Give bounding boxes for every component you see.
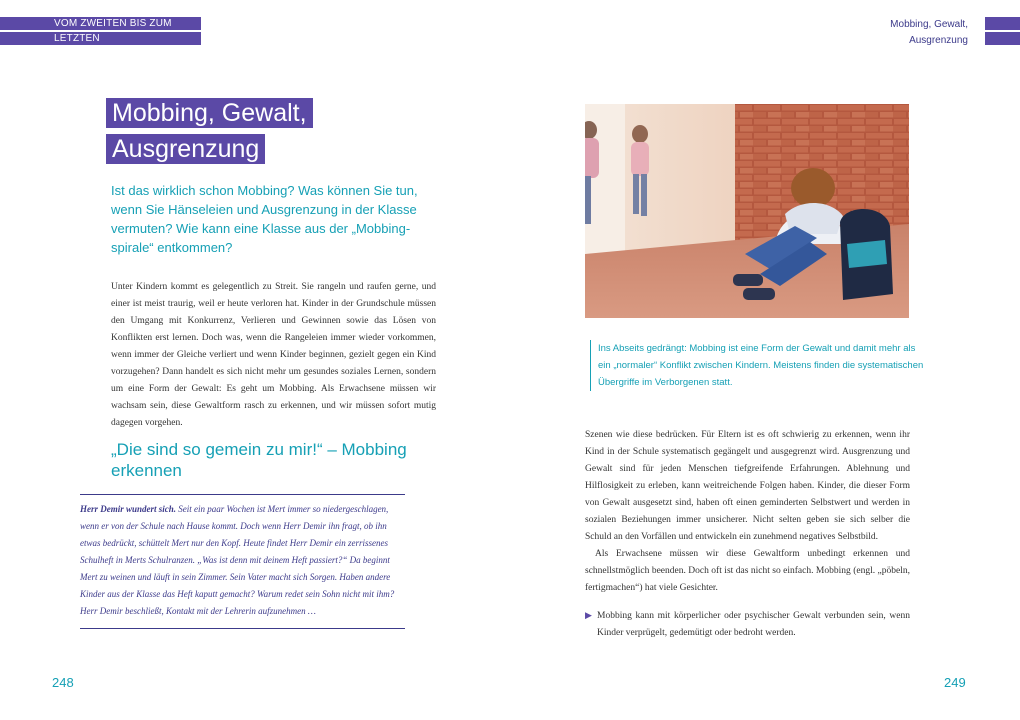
- right-body-text: [585, 427, 910, 597]
- photo-illustration: [585, 104, 909, 318]
- example-lead: Herr Demir wundert sich.: [80, 504, 177, 514]
- running-head-left-2: LETZTEN GRUNDSCHULJAHR: [54, 33, 154, 57]
- running-head-right: [890, 17, 968, 49]
- right-paragraph-1: Szenen wie diese bedrücken. Für Eltern ist es oft schwierig zu erkennen, wenn ihr Kind in der Schule systematisch gegängelt und ausgegrenzt wird. Ausgrenzung und Gewalt sind für jeden Menschen tiefgreifende Erfahrungen. Ablehnung und Hilflosigkeit zu erleben, kann weitreichende Folgen haben. Kinder, die dieser Form von Gewalt ausgesetzt sind, haben oft einen geminderten Selbstwert und werden in sozialen Beziehungen immer unsicherer. Nicht selten geben sie sich selber die Schuld an den Vorfällen und entwickeln ein zunehmend negatives Selbstbild.: [585, 430, 910, 542]
- page-number-right: 249: [944, 675, 966, 690]
- photo-caption: Ins Abseits gedrängt: Mobbing ist eine Form der Gewalt und damit mehr als ein „normaler“ Konflikt zwischen Kindern. Meistens finden die systematischen Übergriffe im Verborgenen statt.: [590, 340, 928, 391]
- triangle-right-icon: ▶: [585, 611, 592, 621]
- chapter-title-line2: Ausgrenzung: [106, 134, 265, 164]
- running-head-left-1: VOM ZWEITEN BIS ZUM: [54, 18, 172, 29]
- page-number-left: 248: [52, 675, 74, 690]
- running-head-line2: [0, 32, 201, 57]
- running-head-right-1: Mobbing, Gewalt,: [890, 19, 968, 30]
- chapter-title-line1: Mobbing, Gewalt,: [106, 98, 313, 128]
- corner-bar-top: [985, 17, 1020, 30]
- corner-bar-bottom: [985, 32, 1020, 45]
- photo-child-against-brick-wall: [585, 104, 909, 318]
- intro-body-text: Unter Kindern kommt es gelegentlich zu Streit. Sie rangeln und raufen gerne, und einer ist meist traurig, weil er heute verloren hat. Kinder in der Grundschule müssen den Umgang mit Konkurrenz, Verlieren und Gewinnen sowie das Lösen von Konflikten erst lernen. Doch was, wenn die Rangeleien immer wieder vorkommen, wenn immer der Gleiche verliert und wenn Kinder beginnen, gezielt gegen ein Kind vorzugehen? Dann handelt es sich nicht mehr um gesundes soziales Lernen, sondern um eine Form der Gewalt: Es geht um Mobbing. Als Erwachsene müssen wir wachsam sein, diese Gewaltform rasch zu erkennen, und wir müssen sofort mutig dagegen vorgehen.: [111, 282, 436, 428]
- lead-paragraph: Ist das wirklich schon Mobbing? Was können Sie tun, wenn Sie Hänseleien und Ausgrenzung in der Klasse vermuten? Wie kann eine Klasse aus der „Mobbing-spirale“ entkommen?: [111, 183, 418, 255]
- bullet-item: [585, 608, 910, 642]
- running-head-right-2: Ausgrenzung: [909, 35, 968, 46]
- running-head-line1: [0, 17, 201, 30]
- bullet-text: Mobbing kann mit körperlicher oder psychischer Gewalt verbunden sein, wenn Kinder verprügelt, gedemütigt oder bedroht werden.: [597, 611, 910, 638]
- section-subhead: „Die sind so gemein zu mir!“ – Mobbing erkennen: [111, 440, 407, 480]
- example-text: Seit ein paar Wochen ist Mert immer so niedergeschlagen, wenn er von der Schule nach Hause kommt. Doch wenn Herr Demir ihn fragt, ob ihn etwas bedrückt, schüttelt Mert nur den Kopf. Heute findet Herr Demir ein zerrissenes Schulheft in Merts Schulranzen. „Was ist denn mit deinem Heft passiert?“ Da beginnt Mert zu weinen und läuft in sein Zimmer. Sein Vater macht sich Sorgen. Haben andere Kinder aus der Klasse das Heft kaputt gemacht? Warum redet sein Sohn nicht mit ihm? Herr Demir beschließt, Kontakt mit der Lehrerin aufzunehmen …: [80, 504, 395, 616]
- example-box: [80, 494, 405, 629]
- right-paragraph-2: Als Erwachsene müssen wir diese Gewaltform unbedingt erkennen und schnellstmöglich beenden. Doch oft ist das nicht so einfach. Mobbing (engl. „pöbeln, fertigmachen“) hat viele Gesichter.: [585, 549, 910, 593]
